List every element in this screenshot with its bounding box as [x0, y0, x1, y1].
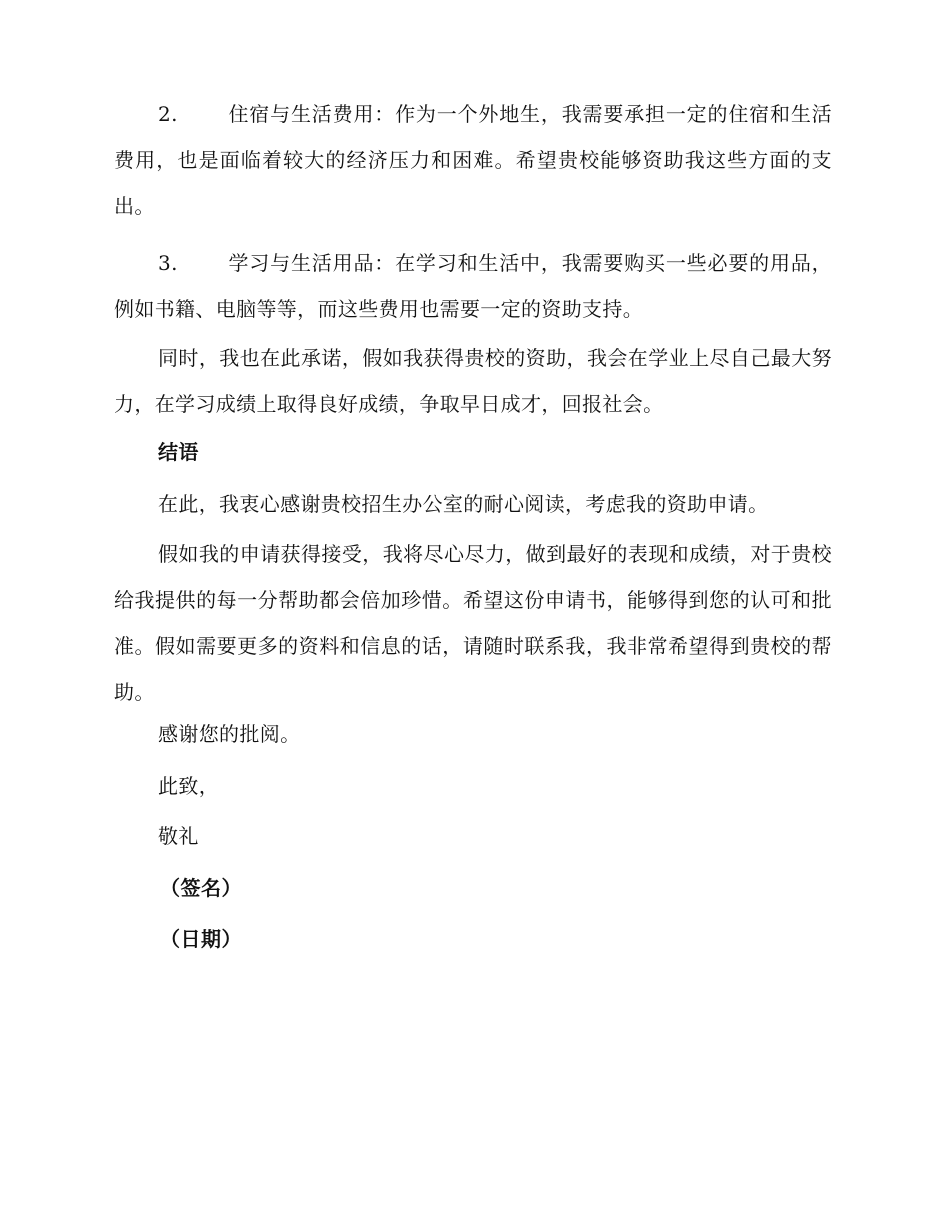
- list-item-2: [114, 91, 832, 229]
- conclusion-paragraph-1: 在此，我衷心感谢贵校招生办公室的耐心阅读，考虑我的资助申请。: [158, 492, 769, 516]
- closing-line-2: 敬礼: [158, 824, 199, 848]
- signature-placeholder: （签名）: [160, 876, 242, 900]
- conclusion-paragraph-2: 假如我的申请获得接受，我将尽心尽力，做到最好的表现和成绩，对于贵校给我提供的每一分帮助都会倍加珍惜。希望这份申请书，能够得到您的认可和批准。假如需要更多的资料和信息的话，请随时联系我，我非常希望得到贵校的帮助。: [114, 542, 832, 704]
- list-number: 2.: [158, 102, 178, 126]
- list-number: 3.: [158, 251, 178, 275]
- conclusion-heading: 结语: [158, 440, 199, 464]
- list-item-3: [114, 240, 832, 332]
- commitment-paragraph: 同时，我也在此承诺，假如我获得贵校的资助，我会在学业上尽自己最大努力，在学习成绩上取得良好成绩，争取早日成才，回报社会。: [114, 346, 832, 416]
- list-item-text: 学习与生活用品：在学习和生活中，我需要购买一些必要的用品，例如书籍、电脑等等，而这些费用也需要一定的资助支持。: [114, 251, 832, 321]
- list-item-text: 住宿与生活费用：作为一个外地生，我需要承担一定的住宿和生活费用，也是面临着较大的经济压力和困难。希望贵校能够资助我这些方面的支出。: [114, 102, 832, 218]
- closing-line-1: 此致，: [158, 774, 220, 798]
- thanks-line: 感谢您的批阅。: [158, 722, 301, 746]
- date-placeholder: （日期）: [160, 927, 242, 951]
